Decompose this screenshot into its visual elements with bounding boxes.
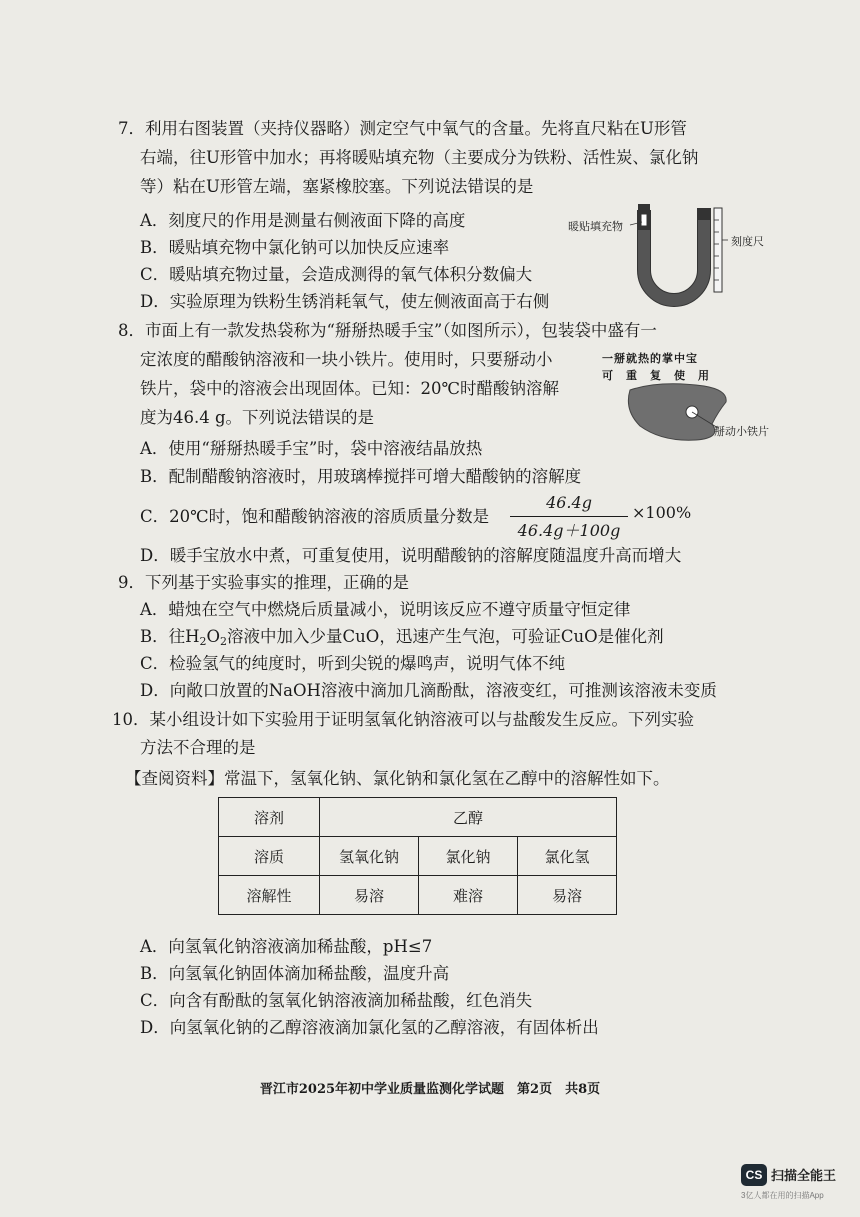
page-footer: 晋江市2025年初中学业质量监测化学试题 第2页 共8页 xyxy=(259,1082,601,1097)
q8-option-b: B．配制醋酸钠溶液时，用玻璃棒搅拌可增大醋酸钠的溶解度 xyxy=(140,467,582,486)
q8-option-d: D．暖手宝放水中煮，可重复使用，说明醋酸钠的溶解度随温度升高而增大 xyxy=(140,546,682,565)
table-cell: 乙醇 xyxy=(320,798,617,837)
fraction-numerator: 46.4g xyxy=(546,493,592,512)
table-row xyxy=(219,837,617,876)
q9-option-d: D．向敞口放置的NaOH溶液中滴加几滴酚酞，溶液变红，可推测该溶液未变质 xyxy=(140,681,717,700)
table-cell: 溶剂 xyxy=(219,798,320,837)
table-cell: 氯化氢 xyxy=(518,837,617,876)
scanner-logo-icon: CS xyxy=(741,1164,767,1186)
q9-option-b: B．往$H_2O_2$溶液中加入少量CuO，迅速产生气泡，可验证CuO是催化剂 xyxy=(140,627,664,648)
table-cell: 氯化钠 xyxy=(419,837,518,876)
q10-reference-info: 【查阅资料】常温下，氢氧化钠、氯化钠和氯化氢在乙醇中的溶解性如下。 xyxy=(125,769,670,788)
q10-option-c: C．向含有酚酞的氢氧化钠溶液滴加稀盐酸，红色消失 xyxy=(140,991,533,1010)
fraction-bar xyxy=(510,516,628,517)
q7-stem-line3: 等）粘在U形管左端，塞紧橡胶塞。下列说法错误的是 xyxy=(140,177,534,196)
q7-stem-line1: 7．利用右图装置（夹持仪器略）测定空气中氧气的含量。先将直尺粘在U形管 xyxy=(118,119,687,138)
q8-stem-line1: 8．市面上有一款发热袋称为“掰掰热暖手宝”（如图所示），包装袋中盛有一 xyxy=(118,321,657,340)
q8-stem-line2: 定浓度的醋酸钠溶液和一块小铁片。使用时，只要掰动小 xyxy=(140,350,553,369)
scanner-tagline: 3亿人都在用的扫描App xyxy=(741,1191,824,1200)
q7-option-a: A．刻度尺的作用是测量右侧液面下降的高度 xyxy=(140,211,466,230)
q10-stem-line2: 方法不合理的是 xyxy=(140,738,256,757)
table-cell: 易溶 xyxy=(518,876,617,915)
q10-stem-line1: 10．某小组设计如下实验用于证明氢氧化钠溶液可以与盐酸发生反应。下列实验 xyxy=(112,710,694,729)
table-cell: 氢氧化钠 xyxy=(320,837,419,876)
u-tube-diagram xyxy=(568,200,768,310)
q7-stem-line2: 右端，往U形管中加水；再将暖贴填充物（主要成分为铁粉、活性炭、氯化钠 xyxy=(140,148,699,167)
fraction-denominator: 46.4g＋100g xyxy=(517,521,621,540)
q7-option-b: B．暖贴填充物中氯化钠可以加快反应速率 xyxy=(140,238,450,257)
q10-option-a: A．向氢氧化钠溶液滴加稀盐酸，pH≤7 xyxy=(140,937,433,956)
scanner-watermark xyxy=(741,1164,851,1204)
fraction-multiplier: ×100% xyxy=(632,503,692,522)
hand-warmer-title-1: 一掰就热的掌中宝 xyxy=(602,352,698,365)
table-row xyxy=(219,798,617,837)
q10-option-d: D．向氢氧化钠的乙醇溶液滴加氯化氢的乙醇溶液，有固体析出 xyxy=(140,1018,599,1037)
table-cell: 溶质 xyxy=(219,837,320,876)
table-cell: 溶解性 xyxy=(219,876,320,915)
q10-option-b: B．向氢氧化钠固体滴加稀盐酸，温度升高 xyxy=(140,964,450,983)
q7-option-c: C．暖贴填充物过量，会造成测得的氧气体积分数偏大 xyxy=(140,265,533,284)
table-cell: 易溶 xyxy=(320,876,419,915)
solubility-table xyxy=(218,797,617,915)
q7-option-d: D．实验原理为铁粉生锈消耗氧气，使左侧液面高于右侧 xyxy=(140,292,550,311)
q8-stem-line3: 铁片，袋中的溶液会出现固体。已知：20℃时醋酸钠溶解 xyxy=(140,379,559,398)
scanner-brand: 扫描全能王 xyxy=(771,1168,837,1183)
q9-option-a: A．蜡烛在空气中燃烧后质量减小，说明该反应不遵守质量守恒定律 xyxy=(140,600,631,619)
q8-option-a: A．使用“掰掰热暖手宝”时，袋中溶液结晶放热 xyxy=(140,439,483,458)
q8-stem-line4: 度为46.4 g。下列说法错误的是 xyxy=(140,408,375,427)
hand-warmer-figure xyxy=(600,340,780,450)
u-tube-label-filler: 暖贴填充物 xyxy=(568,220,623,233)
q9-stem: 9．下列基于实验事实的推理，正确的是 xyxy=(118,573,409,592)
q9-option-c: C．检验氢气的纯度时，听到尖锐的爆鸣声，说明气体不纯 xyxy=(140,654,566,673)
table-cell: 难溶 xyxy=(419,876,518,915)
u-tube-figure xyxy=(568,200,768,310)
q8-option-c: C．20℃时，饱和醋酸钠溶液的溶质质量分数是 xyxy=(140,507,490,526)
u-tube-label-ruler: 刻度尺 xyxy=(731,235,764,248)
hand-warmer-title-2: 可 重 复 使 用 xyxy=(602,369,710,382)
hand-warmer-label: 掰动小铁片 xyxy=(714,425,769,438)
mass-fraction-formula xyxy=(510,493,692,541)
table-row xyxy=(219,876,617,915)
